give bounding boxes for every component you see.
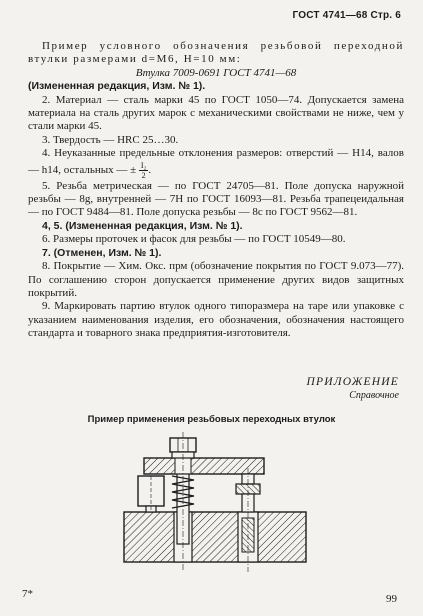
- sleeve-application-drawing: [120, 432, 310, 582]
- clamp-bar: [144, 458, 264, 474]
- clause-8-coating: 8. Покрытие — Хим. Окс. прм (обозначение покрытия по ГОСТ 9.073—77). По соглашению сторон допускается применение других видов защитных покрытий.: [28, 260, 404, 299]
- clause-4-text: 4. Неуказанные предельные отклонения размеров: отверстий — H14, валов — h14, остальных — ±: [28, 147, 404, 176]
- fraction-denominator: 2: [141, 170, 146, 180]
- tolerance-fraction: [139, 161, 148, 180]
- designation-example: Втулка 7009-0691 ГОСТ 4741—68: [135, 66, 297, 79]
- clause-6-grooves: 6. Размеры проточек и фасок для резьбы — по ГОСТ 10549—80.: [42, 233, 346, 246]
- clause-7-cancelled: 7. (Отменен, Изм. № 1).: [42, 246, 162, 259]
- page-header: ГОСТ 4741—68 Стр. 6: [292, 10, 401, 21]
- page-number: 99: [386, 593, 397, 605]
- fraction-numerator: I₂: [140, 160, 147, 170]
- clause-3-hardness: 3. Твердость — HRC 25…30.: [42, 133, 179, 146]
- appendix-label: [307, 376, 399, 401]
- footer-mark: 7*: [22, 588, 33, 600]
- appendix-subtitle: Справочное: [349, 390, 399, 401]
- body-text: [28, 40, 404, 341]
- clause-2-material: 2. Материал — сталь марки 45 по ГОСТ 1050—74. Допускается замена материала на сталь других марок с механическими свойствами не ниже, чем у стали марки 45.: [28, 93, 404, 133]
- clause-5-threads: 5. Резьба метрическая — по ГОСТ 24705—81. Поле допуска наружной резьбы — 8g, внутренней — 7H по ГОСТ 16093—81. Резьба трапецеидальная — по ГОСТ 9484—81. Поле допуска резьбы — 8c по ГОСТ 9562—81.: [28, 179, 404, 219]
- revision-note-1: (Измененная редакция, Изм. № 1).: [28, 80, 206, 93]
- clause-9-marking: 9. Маркировать партию втулок одного типоразмера на таре или упаковке с указанием наименования изделия, его обозначения, обозначения настоящего стандарта и товарного знака предприятия-изготовителя.: [28, 300, 404, 340]
- designation-example-intro: Пример условного обозначения резьбовой переходной втулки размерами d=M6, H=10 мм:: [28, 40, 404, 66]
- left-support: [138, 476, 164, 512]
- figure-title: Пример применения резьбовых переходных втулок: [87, 414, 336, 425]
- appendix-title: ПРИЛОЖЕНИЕ: [306, 376, 399, 388]
- base-plate: [124, 512, 306, 562]
- clause-4-tolerances: [28, 147, 404, 179]
- revision-note-4-5: 4, 5. (Измененная редакция, Изм. № 1).: [42, 219, 243, 232]
- clause-4-end: .: [148, 163, 152, 176]
